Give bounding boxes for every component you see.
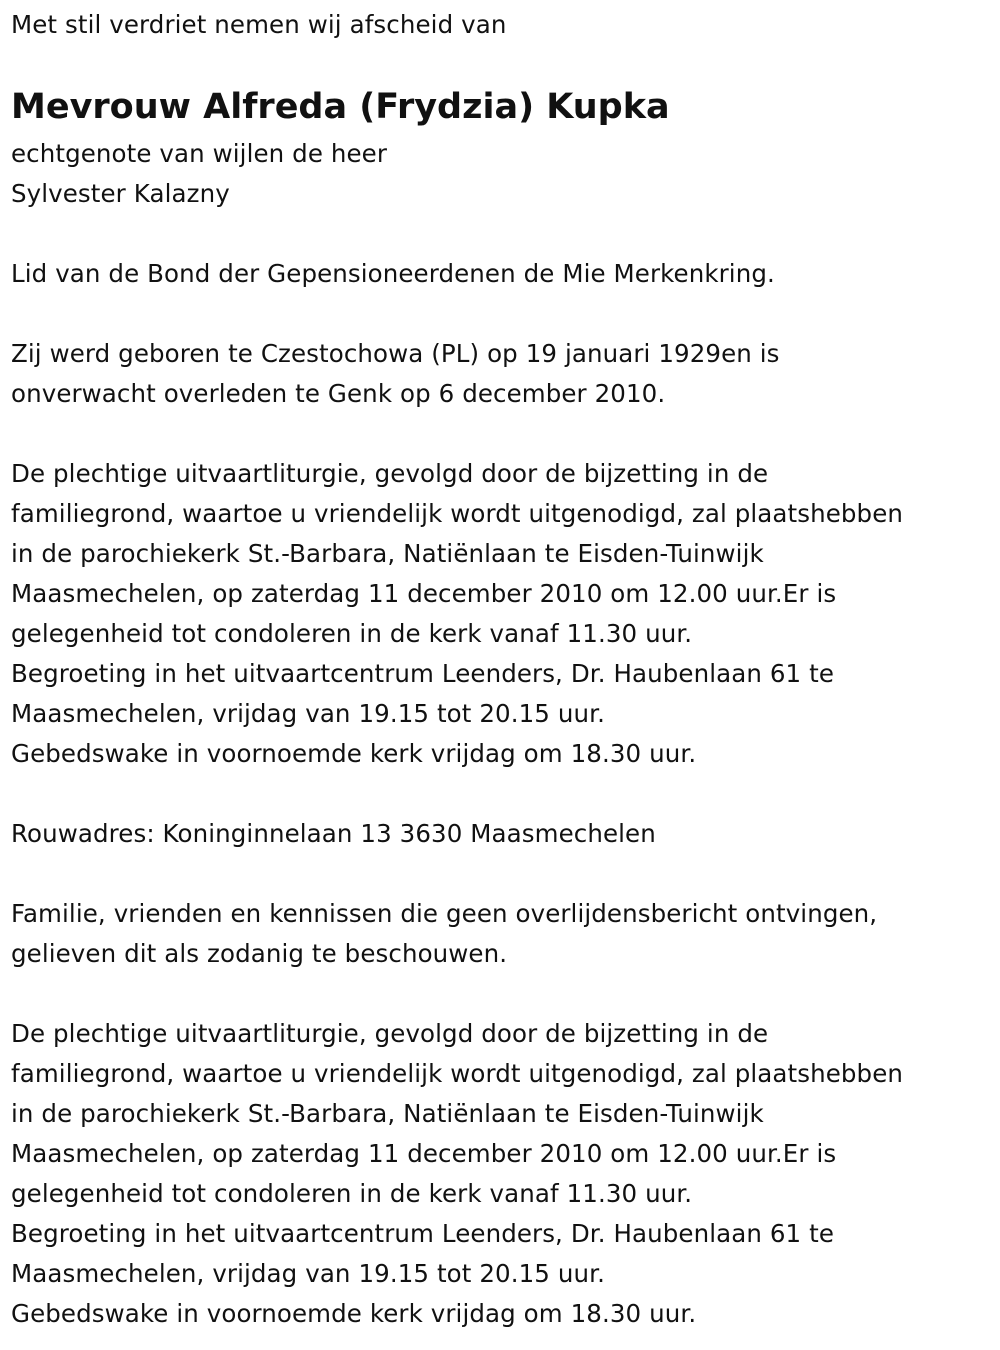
funeral-line: Gebedswake in voornoemde kerk vrijdag om 18.30 uur. (11, 1299, 697, 1328)
funeral-line: Maasmechelen, op zaterdag 11 december 2010 om 12.00 uur.Er is (11, 579, 837, 608)
membership-text: Lid van de Bond der Gepensioneerdenen de Mie Merkenkring. (11, 259, 775, 288)
funeral-line: Maasmechelen, vrijdag van 19.15 tot 20.15 uur. (11, 1259, 605, 1288)
birth-death-line: Zij werd geboren te Czestochowa (PL) op 19 januari 1929en is (11, 339, 780, 368)
intro-text: Met stil verdriet nemen wij afscheid van (11, 10, 507, 39)
birth-death-block (11, 334, 780, 414)
deceased-name: Mevrouw Alfreda (Frydzia) Kupka (11, 87, 670, 127)
funeral-line: Maasmechelen, vrijdag van 19.15 tot 20.15 uur. (11, 699, 605, 728)
birth-death-line: onverwacht overleden te Genk op 6 december 2010. (11, 379, 666, 408)
funeral-line: Begroeting in het uitvaartcentrum Leenders, Dr. Haubenlaan 61 te (11, 1219, 835, 1248)
funeral-line: familiegrond, waartoe u vriendelijk wordt uitgenodigd, zal plaatshebben (11, 499, 904, 528)
funeral-line: familiegrond, waartoe u vriendelijk wordt uitgenodigd, zal plaatshebben (11, 1059, 904, 1088)
funeral-details-block (11, 454, 903, 774)
spouse-line: Sylvester Kalazny (11, 179, 230, 208)
family-line: Familie, vrienden en kennissen die geen overlijdensbericht ontvingen, (11, 899, 878, 928)
funeral-line: in de parochiekerk St.-Barbara, Natiënlaan te Eisden-Tuinwijk (11, 539, 764, 568)
funeral-line: De plechtige uitvaartliturgie, gevolgd door de bijzetting in de (11, 1019, 769, 1048)
funeral-line: Gebedswake in voornoemde kerk vrijdag om 18.30 uur. (11, 739, 697, 768)
mourning-address: Rouwadres: Koninginnelaan 13 3630 Maasmechelen (11, 819, 656, 848)
funeral-line: Begroeting in het uitvaartcentrum Leenders, Dr. Haubenlaan 61 te (11, 659, 835, 688)
funeral-details-block-repeat (11, 1014, 903, 1334)
funeral-line: De plechtige uitvaartliturgie, gevolgd door de bijzetting in de (11, 459, 769, 488)
family-notice-block (11, 894, 877, 974)
address-block (11, 814, 656, 854)
funeral-line: gelegenheid tot condoleren in de kerk vanaf 11.30 uur. (11, 1179, 693, 1208)
funeral-line: Maasmechelen, op zaterdag 11 december 2010 om 12.00 uur.Er is (11, 1139, 837, 1168)
spouse-block (11, 134, 387, 214)
membership-block (11, 254, 775, 294)
spouse-line: echtgenote van wijlen de heer (11, 139, 388, 168)
funeral-line: in de parochiekerk St.-Barbara, Natiënlaan te Eisden-Tuinwijk (11, 1099, 764, 1128)
funeral-line: gelegenheid tot condoleren in de kerk vanaf 11.30 uur. (11, 619, 693, 648)
family-line: gelieven dit als zodanig te beschouwen. (11, 939, 508, 968)
